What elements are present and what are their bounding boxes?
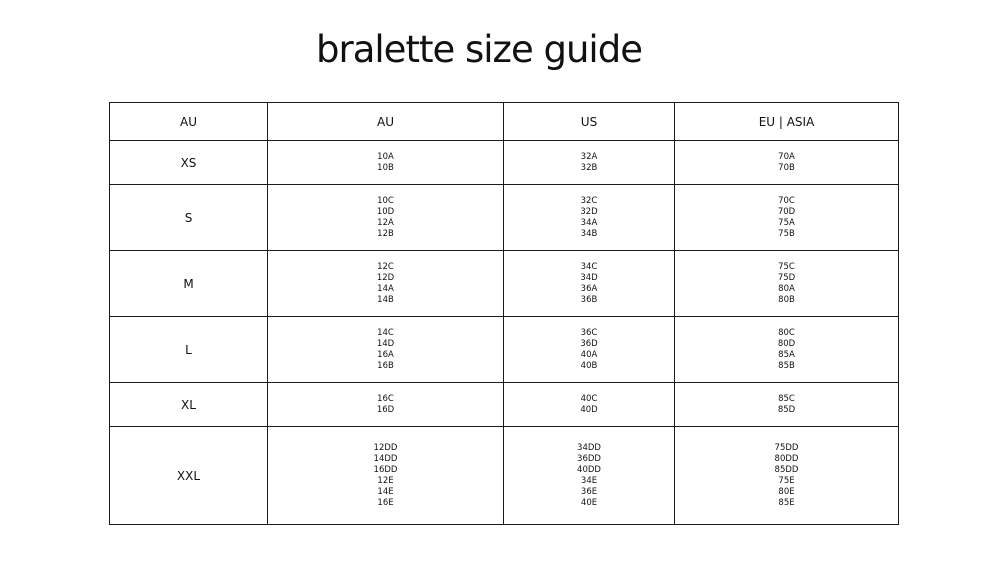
size-value: 75B [778,228,795,239]
au-sizes-cell [268,185,504,251]
eu-asia-sizes-cell [675,141,899,185]
size-value: 70C [778,195,795,206]
size-value: 32A [580,151,598,162]
size-value: 36B [580,294,598,305]
us-sizes-cell [504,141,675,185]
size-value: 16D [376,404,395,415]
us-sizes-cell [504,317,675,383]
us-sizes-cell [504,185,675,251]
table-row [110,185,899,251]
size-value: 85D [777,404,796,415]
table-row [110,141,899,185]
eu-asia-sizes-cell [675,251,899,317]
size-value: 34C [580,261,598,272]
size-value: 16A [377,349,394,360]
size-value: 80E [778,486,795,497]
table-row [110,383,899,427]
size-value: 34E [580,475,598,486]
page-title: bralette size guide [316,28,642,71]
eu-asia-sizes-cell [675,427,899,525]
size-value: 80D [777,338,796,349]
size-guide-table [109,102,899,525]
au-sizes-cell [268,141,504,185]
au-sizes-cell [268,251,504,317]
size-cell: S [110,185,268,251]
size-value: 34A [580,217,598,228]
size-value: 14DD [373,453,398,464]
size-value: 36A [580,283,598,294]
size-value: 80B [778,294,795,305]
size-value: 36C [580,327,598,338]
size-value: 80A [778,283,795,294]
size-value: 14E [377,486,394,497]
size-value: 12E [377,475,394,486]
size-value: 12C [377,261,394,272]
eu-asia-sizes-cell [675,185,899,251]
size-value: 10C [377,195,394,206]
size-value: 70D [777,206,796,217]
size-value: 40DD [577,464,601,475]
eu-asia-sizes-cell [675,383,899,427]
table-row [110,251,899,317]
size-value: 12D [376,272,395,283]
size-value: 85C [778,393,795,404]
size-value: 40A [580,349,598,360]
header-eu-asia: EU | ASIA [675,103,899,141]
size-value: 14B [377,294,394,305]
size-value: 80DD [774,453,799,464]
us-sizes-cell [504,383,675,427]
size-value: 85B [778,360,795,371]
size-value: 10B [377,162,394,173]
eu-asia-sizes-cell [675,317,899,383]
au-sizes-cell [268,317,504,383]
size-value: 32B [580,162,598,173]
size-value: 34D [580,272,598,283]
au-sizes-cell [268,427,504,525]
size-value: 40B [580,360,598,371]
size-value: 16C [377,393,394,404]
size-value: 75A [778,217,795,228]
size-cell: L [110,317,268,383]
size-value: 85A [778,349,795,360]
size-value: 36D [580,338,598,349]
size-value: 75D [777,272,796,283]
size-value: 75DD [774,442,799,453]
size-value: 85DD [774,464,799,475]
size-value: 16E [377,497,394,508]
table-row [110,427,899,525]
size-value: 16DD [373,464,398,475]
size-value: 34B [580,228,598,239]
size-cell: XL [110,383,268,427]
size-value: 40C [580,393,598,404]
size-value: 85E [778,497,795,508]
size-value: 75C [778,261,795,272]
size-value: 70A [778,151,795,162]
size-value: 14C [377,327,394,338]
size-value: 40E [580,497,598,508]
size-value: 14D [376,338,395,349]
size-value: 34DD [577,442,601,453]
size-value: 36DD [577,453,601,464]
size-value: 10A [377,151,394,162]
size-value: 36E [580,486,598,497]
header-us: US [504,103,675,141]
header-band-au: AU [268,103,504,141]
size-value: 80C [778,327,795,338]
size-value: 16B [377,360,394,371]
table-row [110,317,899,383]
size-value: 10D [376,206,395,217]
size-cell: XS [110,141,268,185]
size-cell: M [110,251,268,317]
au-sizes-cell [268,383,504,427]
us-sizes-cell [504,251,675,317]
size-value: 14A [377,283,394,294]
size-value: 12A [377,217,394,228]
us-sizes-cell [504,427,675,525]
size-value: 75E [778,475,795,486]
size-value: 32D [580,206,598,217]
size-value: 70B [778,162,795,173]
size-value: 32C [580,195,598,206]
header-size-au: AU [110,103,268,141]
size-cell: XXL [110,427,268,525]
size-value: 40D [580,404,598,415]
size-value: 12DD [373,442,398,453]
header-row [110,103,899,141]
size-value: 12B [377,228,394,239]
